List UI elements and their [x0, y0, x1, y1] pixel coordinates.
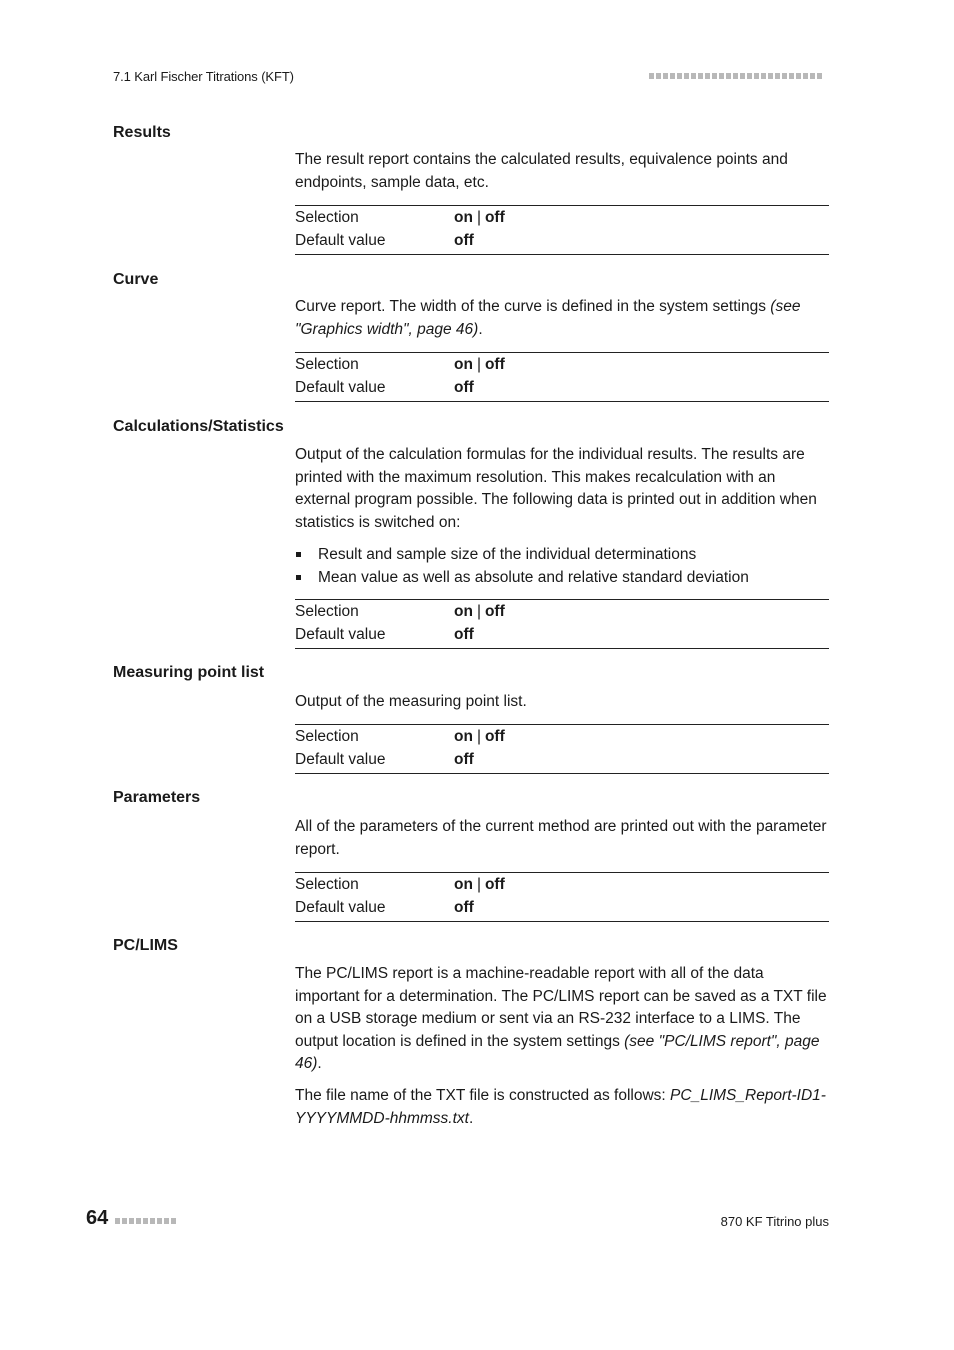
section-title-calculations: Calculations/Statistics [113, 418, 284, 435]
default-row [295, 897, 829, 920]
default-value: off [454, 750, 474, 768]
measuring-point-list-description: Output of the measuring point list. [295, 693, 527, 710]
parameters-param-table [295, 872, 829, 922]
selection-row [295, 874, 829, 897]
parameters-description: All of the parameters of the current method are printed out with the parameter report. [295, 818, 827, 858]
selection-row [295, 354, 829, 377]
default-row [295, 230, 829, 253]
pclims-description: The PC/LIMS report is a machine-readable report with all of the data important for a determination. The PC/LIMS report can be saved as a TXT file on a USB storage medium or sent via an RS-232 interface to a LIMS. The output location is defined in the system settings (see "PC/LIMS report", page 46). [295, 965, 827, 1072]
default-row [295, 377, 829, 400]
curve-description: Curve report. The width of the curve is defined in the system settings (see "Graphics width", page 46). [295, 298, 801, 338]
default-value: off [454, 898, 474, 916]
results-description: The result report contains the calculated results, equivalence points and endpoints, sample data, etc. [295, 151, 788, 191]
header-decoration [649, 73, 822, 79]
selection-value: on | off [454, 356, 505, 373]
section-title-curve: Curve [113, 271, 159, 288]
selection-label: Selection [295, 356, 359, 373]
results-param-table [295, 205, 829, 255]
calculations-param-table [295, 599, 829, 649]
curve-cross-reference[interactable]: (see "Graphics width", page 46) [295, 298, 801, 338]
default-value: off [454, 625, 474, 643]
selection-label: Selection [295, 209, 359, 226]
default-value: off [454, 231, 474, 249]
default-label: Default value [295, 898, 386, 916]
curve-param-table [295, 352, 829, 402]
default-value: off [454, 378, 474, 396]
default-row [295, 749, 829, 772]
default-label: Default value [295, 378, 386, 396]
selection-label: Selection [295, 876, 359, 893]
selection-value: on | off [454, 728, 505, 745]
default-row [295, 624, 829, 647]
section-title-measuring-point-list: Measuring point list [113, 664, 265, 681]
calculations-bullet-list [295, 543, 829, 589]
default-label: Default value [295, 625, 386, 643]
pclims-filename-description: The file name of the TXT file is constructed as follows: PC_LIMS_Report-ID1-YYYYMMDD-hhmmss.txt. [295, 1087, 826, 1127]
calculations-description: Output of the calculation formulas for the individual results. The results are printed with the maximum resolution. This makes recalculation with an external program possible. The following data is printed out in addition when statistics is switched on: [295, 446, 817, 531]
list-item: Mean value as well as absolute and relative standard deviation [295, 566, 829, 589]
page-number: 64 [86, 1207, 109, 1229]
default-label: Default value [295, 231, 386, 249]
selection-row [295, 601, 829, 624]
selection-value: on | off [454, 603, 505, 620]
product-name: 870 KF Titrino plus [720, 1214, 829, 1229]
selection-label: Selection [295, 603, 359, 620]
selection-row [295, 207, 829, 230]
section-title-pclims: PC/LIMS [113, 937, 178, 954]
pclims-cross-reference[interactable]: (see "PC/LIMS report", page 46) [295, 1032, 820, 1072]
selection-value: on | off [454, 209, 505, 226]
pclims-filename: PC_LIMS_Report-ID1-YYYYMMDD-hhmmss.txt [295, 1087, 826, 1127]
running-header: 7.1 Karl Fischer Titrations (KFT) [113, 69, 294, 84]
footer-decoration [115, 1218, 176, 1224]
default-label: Default value [295, 750, 386, 768]
selection-value: on | off [454, 876, 505, 893]
selection-row [295, 726, 829, 749]
section-title-results: Results [113, 124, 171, 141]
section-title-parameters: Parameters [113, 789, 201, 806]
measuring-point-list-param-table [295, 724, 829, 774]
selection-label: Selection [295, 728, 359, 745]
list-item: Result and sample size of the individual determinations [295, 543, 829, 566]
